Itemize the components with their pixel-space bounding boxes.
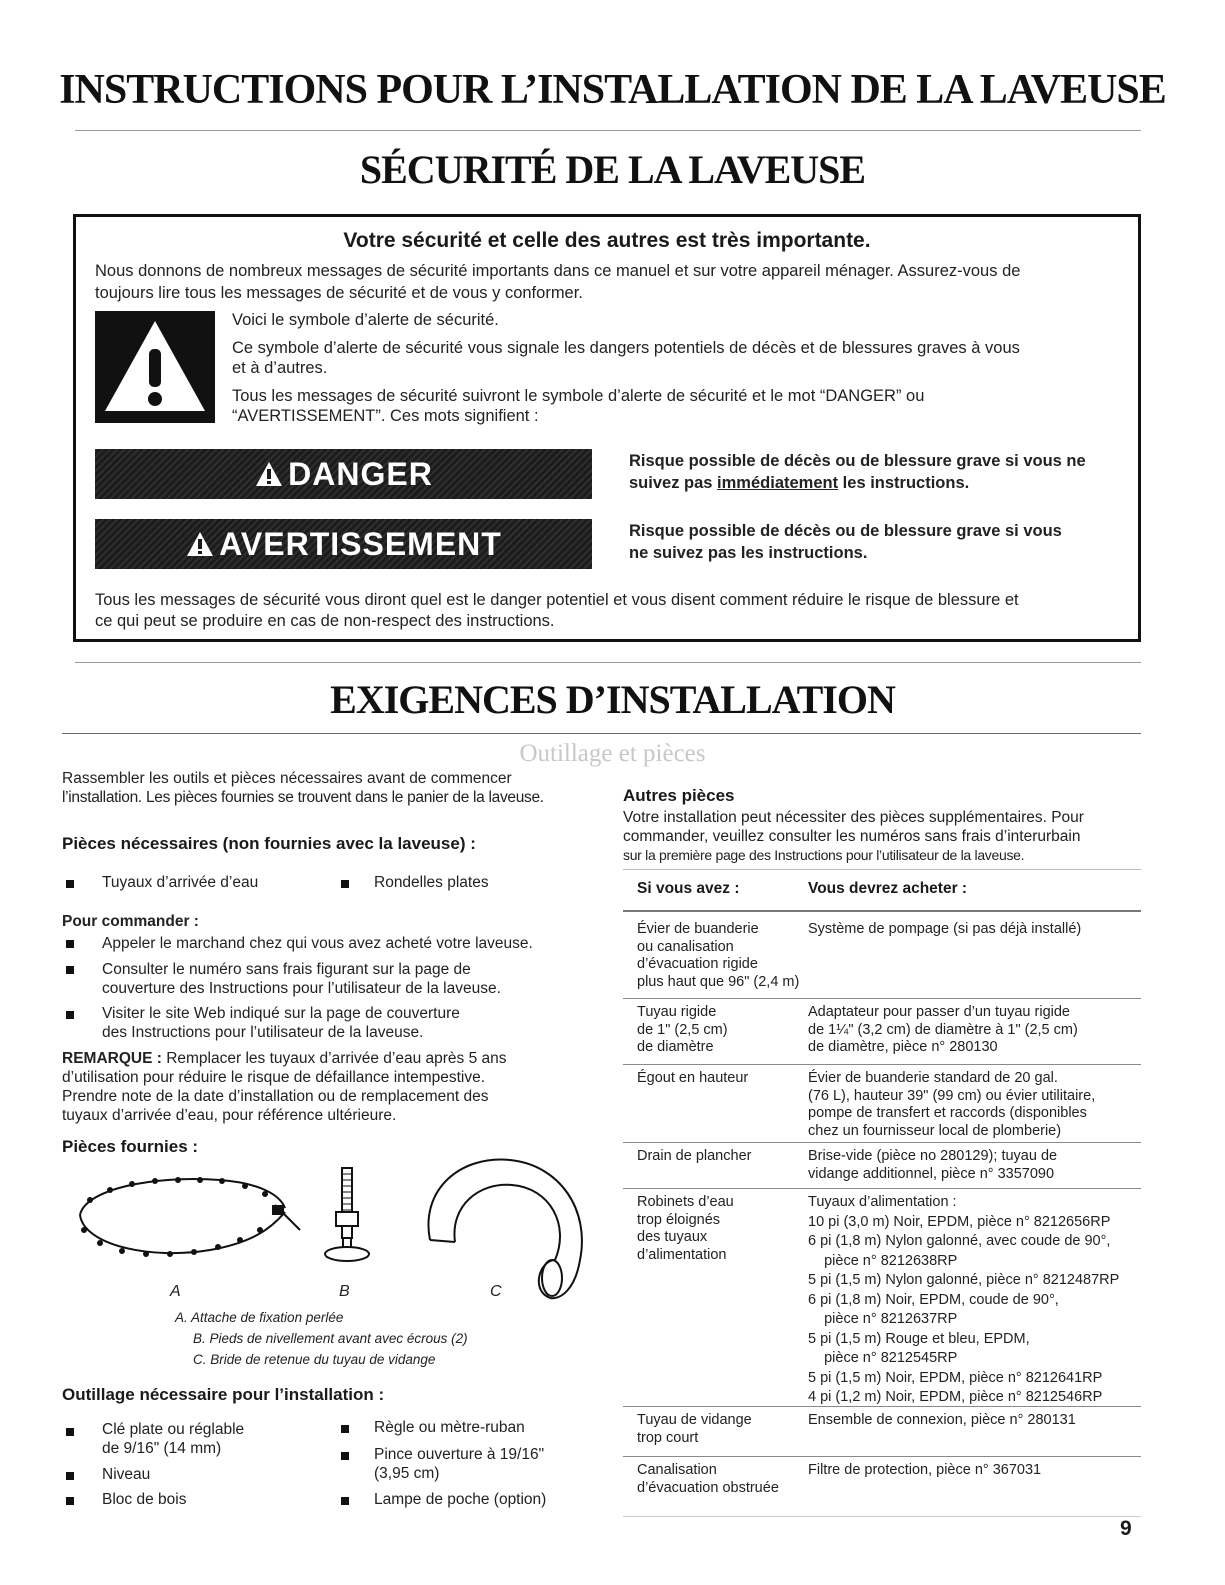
table-cell-buy: Adaptateur pour passer d’un tuyau rigide xyxy=(808,1004,1070,1020)
tool-1b: de 9/16" (14 mm) xyxy=(102,1440,222,1457)
table-row-divider xyxy=(623,998,1141,999)
table-cell-buy: Filtre de protection, pièce n° 367031 xyxy=(808,1462,1042,1478)
table-cell-have: Tuyau de vidange xyxy=(637,1412,752,1428)
table-cell-have: Robinets d’eau xyxy=(637,1194,734,1210)
danger-text-a: Risque possible de décès ou de blessure grave si vous ne xyxy=(629,452,1086,470)
safety-rule xyxy=(75,662,1141,663)
note-line-4: tuyaux d’arrivée d’eau, pour référence ultérieure. xyxy=(62,1107,397,1124)
left-intro-1: Rassembler les outils et pièces nécessaires avant de commencer xyxy=(62,770,512,787)
table-top-rule xyxy=(623,869,1141,870)
bullet-icon xyxy=(66,940,74,948)
table-cell-have: Canalisation xyxy=(637,1462,717,1478)
table-cell-have: Évier de buanderie xyxy=(637,921,759,937)
beaded-tie-icon xyxy=(80,1177,300,1257)
table-cell-have: d’évacuation rigide xyxy=(637,956,758,972)
table-row-divider xyxy=(623,1064,1141,1065)
tool-6: Lampe de poche (option) xyxy=(374,1491,547,1508)
table-row-divider xyxy=(623,1406,1141,1407)
main-title: INSTRUCTIONS POUR L’INSTALLATION DE LA LAVEUSE xyxy=(59,67,1166,113)
table-cell-have: des tuyaux xyxy=(637,1229,708,1245)
table-cell-buy: chez un fournisseur local de plomberie) xyxy=(808,1122,1062,1139)
table-row-divider xyxy=(623,1142,1141,1143)
table-cell-have: trop éloignés xyxy=(637,1211,721,1228)
table-cell-buy: pièce n° 8212638RP xyxy=(808,1252,958,1269)
warning-alert-icon xyxy=(185,530,215,558)
symbol-text-3a: Tous les messages de sécurité suivront le symbole d’alerte de sécurité et le mot “DANGER” ou xyxy=(232,387,925,405)
symbol-text-2b: et à d’autres. xyxy=(232,359,328,377)
table-header-buy: Vous devrez acheter : xyxy=(808,880,968,897)
order-item-3a: Visiter le site Web indiqué sur la page de couverture xyxy=(102,1005,460,1022)
table-row-divider xyxy=(623,1456,1141,1457)
table-cell-buy: pompe de transfert et raccords (disponibles xyxy=(808,1105,1087,1121)
bullet-icon xyxy=(341,1497,349,1505)
order-heading: Pour commander : xyxy=(62,913,199,930)
table-cell-buy: vidange additionnel, pièce n° 3357090 xyxy=(808,1165,1055,1182)
page-number: 9 xyxy=(1120,1517,1132,1540)
warning-signal-bar xyxy=(95,519,592,569)
supplied-parts-illustration xyxy=(60,1150,590,1320)
table-header-have: Si vous avez : xyxy=(637,880,740,897)
bullet-icon xyxy=(66,880,74,888)
bullet-icon xyxy=(341,1425,349,1433)
table-cell-buy: Ensemble de connexion, pièce n° 280131 xyxy=(808,1412,1076,1428)
tool-2: Niveau xyxy=(102,1466,151,1483)
bullet-icon xyxy=(66,1011,74,1019)
needed-heading: Pièces nécessaires (non fournies avec la laveuse) : xyxy=(62,834,476,853)
safety-title: SÉCURITÉ DE LA LAVEUSE xyxy=(359,147,866,192)
symbol-text-1: Voici le symbole d’alerte de sécurité. xyxy=(232,311,499,329)
note-line-2: d’utilisation pour réduire le risque de défaillance intempestive. xyxy=(62,1069,486,1086)
other-intro-2: commander, veuillez consulter les numéros sans frais d’interurbain xyxy=(623,828,1081,845)
danger-label: DANGER xyxy=(288,455,433,492)
table-cell-have: trop court xyxy=(637,1429,699,1446)
part-label-c: C xyxy=(490,1283,502,1300)
other-parts-heading: Autres pièces xyxy=(623,786,735,805)
drain-hose-clip-icon xyxy=(428,1160,581,1299)
part-label-a: A xyxy=(170,1283,181,1300)
danger-text-b: suivez pas immédiatement les instructions. xyxy=(629,474,970,492)
left-intro-2: l’installation. Les pièces fournies se trouvent dans le panier de la laveuse. xyxy=(62,789,544,806)
table-cell-have: Tuyau rigide xyxy=(637,1004,717,1020)
safety-outro-1: Tous les messages de sécurité vous diront quel est le danger potentiel et vous disent comment réduire le risque de blessure et xyxy=(95,591,1019,609)
table-cell-buy: 5 pi (1,5 m) Noir, EPDM, pièce n° 8212641RP xyxy=(808,1369,1103,1386)
bullet-icon xyxy=(341,880,349,888)
table-cell-buy: Système de pompage (si pas déjà installé) xyxy=(808,921,1082,937)
needed-item-1: Tuyaux d’arrivée d’eau xyxy=(102,874,259,891)
table-cell-buy: 5 pi (1,5 m) Rouge et bleu, EPDM, xyxy=(808,1330,1030,1347)
table-cell-buy: 5 pi (1,5 m) Nylon galonné, pièce n° 8212487RP xyxy=(808,1272,1120,1288)
other-intro-3: sur la première page des Instructions pour l’utilisateur de la laveuse. xyxy=(623,847,1025,863)
install-title: EXIGENCES D’INSTALLATION xyxy=(330,677,895,722)
safety-outro-2: ce qui peut se produire en cas de non-respect des instructions. xyxy=(95,612,555,630)
bullet-icon xyxy=(66,1497,74,1505)
tools-subtitle: Outillage et pièces xyxy=(519,740,706,767)
table-cell-buy: (76 L), hauteur 39" (99 cm) ou évier utilitaire, xyxy=(808,1087,1096,1104)
danger-signal-bar xyxy=(95,449,592,499)
table-header-rule xyxy=(623,910,1141,912)
table-cell-have: d’évacuation obstruée xyxy=(637,1479,779,1496)
warning-text-b: ne suivez pas les instructions. xyxy=(629,544,868,562)
caption-a: A. Attache de fixation perlée xyxy=(175,1310,344,1325)
bullet-icon xyxy=(66,1428,74,1436)
note-line-3: Prendre note de la date d’installation ou de remplacement des xyxy=(62,1088,489,1105)
bullet-icon xyxy=(66,966,74,974)
table-cell-have: de diamètre xyxy=(637,1039,714,1055)
table-cell-buy: 6 pi (1,8 m) Nylon galonné, avec coude de 90°, xyxy=(808,1233,1111,1249)
order-item-2a: Consulter le numéro sans frais figurant sur la page de xyxy=(102,961,471,978)
table-cell-have: Égout en hauteur xyxy=(637,1070,749,1086)
caption-c: C. Bride de retenue du tuyau de vidange xyxy=(193,1352,436,1367)
table-cell-buy: pièce n° 8212545RP xyxy=(808,1350,958,1366)
leveling-foot-icon xyxy=(325,1168,369,1261)
part-label-b: B xyxy=(339,1283,350,1300)
table-cell-have: ou canalisation xyxy=(637,938,734,955)
safety-intro-2: toujours lire tous les messages de sécurité et de vous y conformer. xyxy=(95,284,583,302)
tool-1a: Clé plate ou réglable xyxy=(102,1421,245,1438)
tools-heading: Outillage nécessaire pour l’installation : xyxy=(62,1385,385,1404)
table-cell-buy: Évier de buanderie standard de 20 gal. xyxy=(808,1070,1058,1086)
table-cell-buy: Brise-vide (pièce no 280129); tuyau de xyxy=(808,1148,1058,1164)
order-item-2b: couverture des Instructions pour l’utilisateur de la laveuse. xyxy=(102,980,501,997)
safety-intro-1: Nous donnons de nombreux messages de sécurité importants dans ce manuel et sur votre appareil ménager. Assurez-vous de xyxy=(95,262,1021,280)
tool-5a: Pince ouverture à 19/16" xyxy=(374,1446,545,1463)
symbol-text-2a: Ce symbole d’alerte de sécurité vous signale les dangers potentiels de décès et de blessures graves à vous xyxy=(232,339,1020,357)
page-bottom-rule xyxy=(623,1516,1141,1517)
title-rule xyxy=(75,130,1141,131)
needed-item-2: Rondelles plates xyxy=(374,874,489,891)
table-cell-have: Drain de plancher xyxy=(637,1148,752,1164)
safety-heading: Votre sécurité et celle des autres est très importante. xyxy=(343,229,871,252)
table-cell-buy: Tuyaux d’alimentation : xyxy=(808,1194,957,1210)
order-item-1: Appeler le marchand chez qui vous avez acheté votre laveuse. xyxy=(102,935,533,952)
table-cell-buy: 6 pi (1,8 m) Noir, EPDM, coude de 90°, xyxy=(808,1291,1059,1308)
tool-5b: (3,95 cm) xyxy=(374,1465,440,1482)
table-cell-buy: pièce n° 8212637RP xyxy=(808,1311,958,1327)
safety-alert-icon xyxy=(95,311,215,423)
note-line-1: REMARQUE : Remplacer les tuyaux d’arrivée d’eau après 5 ans xyxy=(62,1050,507,1067)
danger-alert-icon xyxy=(254,460,284,488)
caption-b: B. Pieds de nivellement avant avec écrous (2) xyxy=(193,1331,468,1346)
table-row-divider xyxy=(623,1188,1141,1189)
table-cell-have: de 1" (2,5 cm) xyxy=(637,1021,728,1038)
bullet-icon xyxy=(341,1452,349,1460)
symbol-text-3b: “AVERTISSEMENT”. Ces mots signifient : xyxy=(232,407,539,425)
supplied-heading: Pièces fournies : xyxy=(62,1137,199,1156)
install-rule xyxy=(62,733,1141,734)
warning-label: AVERTISSEMENT xyxy=(219,525,502,562)
warning-text-a: Risque possible de décès ou de blessure grave si vous xyxy=(629,522,1062,540)
table-cell-buy: de diamètre, pièce n° 280130 xyxy=(808,1039,998,1055)
table-cell-have: plus haut que 96" (2,4 m) xyxy=(637,973,800,990)
bullet-icon xyxy=(66,1472,74,1480)
other-intro-1: Votre installation peut nécessiter des pièces supplémentaires. Pour xyxy=(623,809,1084,826)
tool-3: Bloc de bois xyxy=(102,1491,187,1508)
table-cell-buy: 4 pi (1,2 m) Noir, EPDM, pièce n° 8212546RP xyxy=(808,1389,1103,1405)
table-cell-buy: 10 pi (3,0 m) Noir, EPDM, pièce n° 8212656RP xyxy=(808,1213,1111,1230)
tool-4: Règle ou mètre-ruban xyxy=(374,1419,525,1436)
table-cell-buy: de 1¼" (3,2 cm) de diamètre à 1" (2,5 cm) xyxy=(808,1021,1078,1038)
order-item-3b: des Instructions pour l’utilisateur de la laveuse. xyxy=(102,1024,424,1041)
table-cell-have: d’alimentation xyxy=(637,1246,727,1263)
